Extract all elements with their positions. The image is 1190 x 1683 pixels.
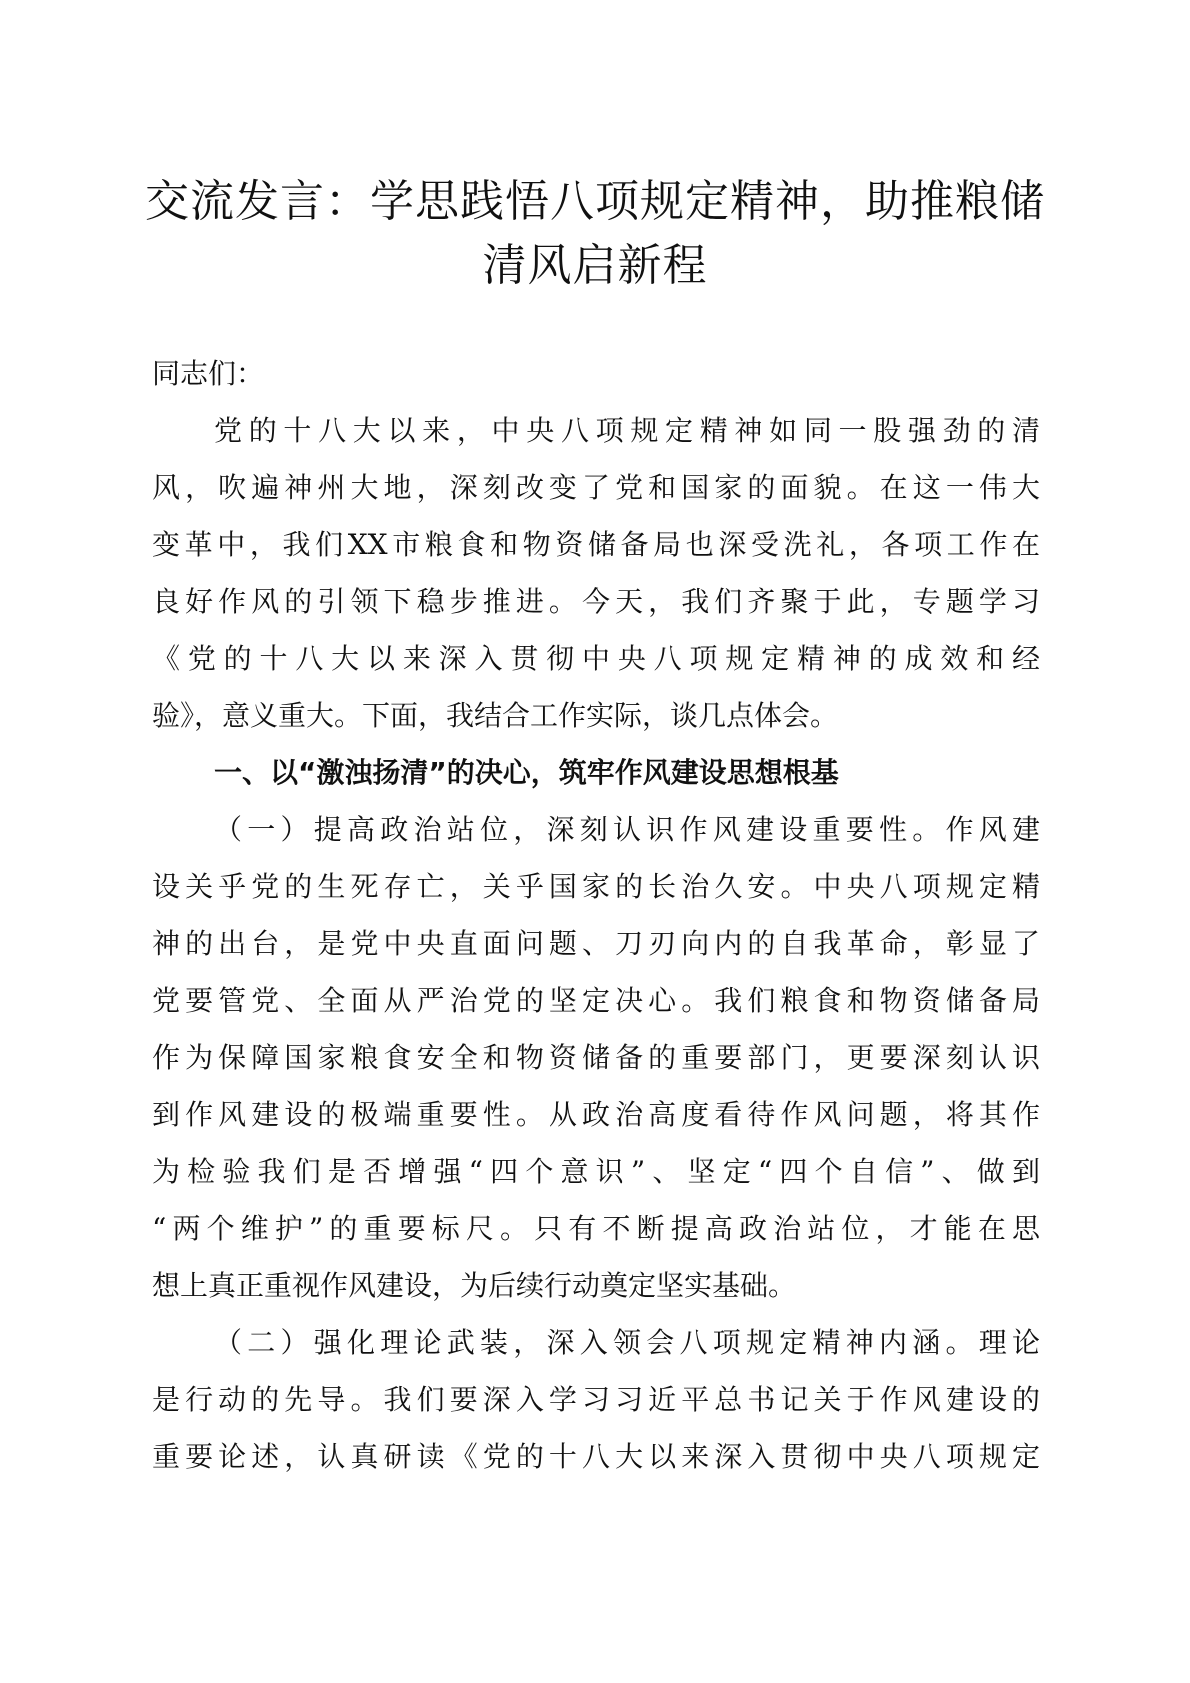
sub2-line-1: （二）强化理论武装，深入领会八项规定精神内涵。理论 xyxy=(214,1326,1040,1359)
sub1-line-4: 党要管党、全面从严治党的坚定决心。我们粮食和物资储备局 xyxy=(152,984,1040,1017)
sub1-line-8: “两个维护”的重要标尺。只有不断提高政治站位，才能在思 xyxy=(152,1212,1040,1245)
document-title xyxy=(120,170,1070,298)
title-line-2: 清风启新程 xyxy=(482,240,708,291)
intro-line-2: 风，吹遍神州大地，深刻改变了党和国家的面貌。在这一伟大 xyxy=(152,471,1040,504)
sub2-line-2: 是行动的先导。我们要深入学习习近平总书记关于作风建设的 xyxy=(152,1383,1040,1416)
title-line-1: 交流发言：学思践悟八项规定精神，助推粮储 xyxy=(145,176,1045,227)
sub1-line-7: 为检验我们是否增强“四个意识”、坚定“四个自信”、做到 xyxy=(152,1155,1040,1188)
intro-line-6: 验》，意义重大。下面，我结合工作实际，谈几点体会。 xyxy=(152,699,839,732)
sub1-line-9: 想上真正重视作风建设，为后续行动奠定坚实基础。 xyxy=(152,1269,797,1302)
intro-line-1: 党的十八大以来，中央八项规定精神如同一股强劲的清 xyxy=(214,414,1040,447)
sub1-line-6: 到作风建设的极端重要性。从政治高度看待作风问题，将其作 xyxy=(152,1098,1040,1131)
sub1-line-3: 神的出台，是党中央直面问题、刀刃向内的自我革命，彰显了 xyxy=(152,927,1040,960)
sub1-line-1: （一）提高政治站位，深刻认识作风建设重要性。作风建 xyxy=(214,813,1040,846)
sub1-line-2: 设关乎党的生死存亡，关乎国家的长治久安。中央八项规定精 xyxy=(152,870,1040,903)
section-heading-1: 一、以“激浊扬清”的决心，筑牢作风建设思想根基 xyxy=(214,756,839,789)
salutation: 同志们： xyxy=(152,357,265,390)
intro-line-4: 良好作风的引领下稳步推进。今天，我们齐聚于此，专题学习 xyxy=(152,585,1040,618)
intro-line-3: 变革中，我们XX市粮食和物资储备局也深受洗礼，各项工作在 xyxy=(152,528,1040,561)
intro-line-5: 《党的十八大以来深入贯彻中央八项规定精神的成效和经 xyxy=(152,642,1040,675)
document-body xyxy=(152,345,1040,1485)
sub1-line-5: 作为保障国家粮食安全和物资储备的重要部门，更要深刻认识 xyxy=(152,1041,1040,1074)
sub2-line-3: 重要论述，认真研读《党的十八大以来深入贯彻中央八项规定 xyxy=(152,1440,1040,1473)
